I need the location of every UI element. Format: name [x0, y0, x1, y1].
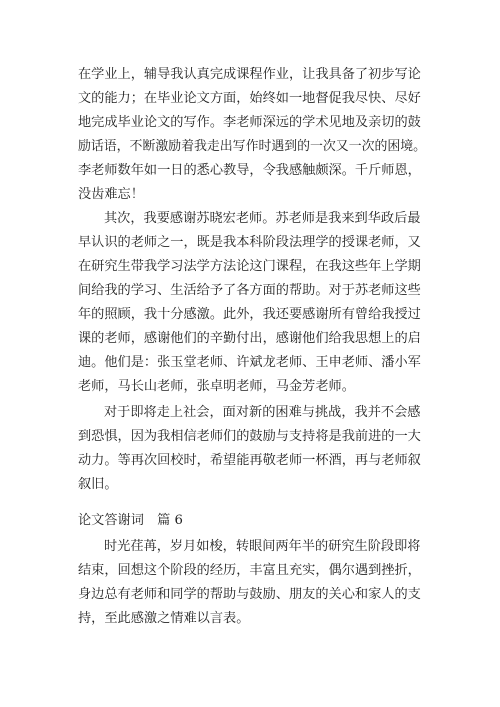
paragraph-3-line-3: 动力。等再次回校时，希望能再敬老师一杯酒，再与老师叙 [78, 453, 421, 468]
paragraph-1-line-4: 励话语，不断激励着我走出写作时遇到的一次又一次的困境。 [78, 139, 427, 154]
paragraph-2-line-6: 课的老师，感谢他们的辛勤付出，感谢他们给我思想上的启 [78, 331, 421, 346]
paragraph-4-line-2: 结束，回想这个阶段的经历，丰富且充实，偶尔遇到挫折， [78, 563, 421, 578]
paragraph-3-line-1: 对于即将走上社会，面对新的困难与挑战，我并不会感 [104, 405, 421, 420]
paragraph-2-line-2: 早认识的老师之一，既是我本科阶段法理学的授课老师，又 [78, 235, 421, 250]
paragraph-4-line-1: 时光荏苒，岁月如梭，转眼间两年半的研究生阶段即将 [104, 539, 421, 554]
paragraph-1-line-6: 没齿难忘！ [78, 187, 144, 202]
section-title: 论文答谢词 篇 6 [78, 513, 183, 528]
paragraph-1-line-5: 李老师数年如一日的悉心教导，令我感触颇深。千斤师恩， [78, 163, 421, 178]
paragraph-2-line-1: 其次，我要感谢苏晓宏老师。苏老师是我来到华政后最 [104, 211, 421, 226]
paragraph-2-line-7: 迪。他们是：张玉堂老师、许斌龙老师、王申老师、潘小军 [78, 355, 421, 370]
paragraph-3-line-4: 叙旧。 [78, 477, 118, 492]
paragraph-2-line-3: 在研究生带我学习法学方法论这门课程，在我这些年上学期 [78, 259, 421, 274]
paragraph-2-line-4: 间给我的学习、生活给予了各方面的帮助。对于苏老师这些 [78, 283, 421, 298]
paragraph-3-line-2: 到恐惧，因为我相信老师们的鼓励与支持将是我前进的一大 [78, 429, 421, 444]
paragraph-1-line-2: 文的能力；在毕业论文方面，始终如一地督促我尽快、尽好 [78, 91, 421, 106]
paragraph-4-line-4: 持，至此感激之情难以言表。 [78, 611, 250, 626]
paragraph-1-line-3: 地完成毕业论文的写作。李老师深远的学术见地及亲切的鼓 [78, 115, 421, 130]
paragraph-4-line-3: 身边总有老师和同学的帮助与鼓励、朋友的关心和家人的支 [78, 587, 421, 602]
paragraph-1-line-1: 在学业上，辅导我认真完成课程作业，让我具备了初步写论 [78, 67, 421, 82]
paragraph-2-line-5: 年的照顾，我十分感激。此外，我还要感谢所有曾给我授过 [78, 307, 421, 322]
paragraph-2-line-8: 老师，马长山老师，张卓明老师，马金芳老师。 [78, 379, 355, 394]
